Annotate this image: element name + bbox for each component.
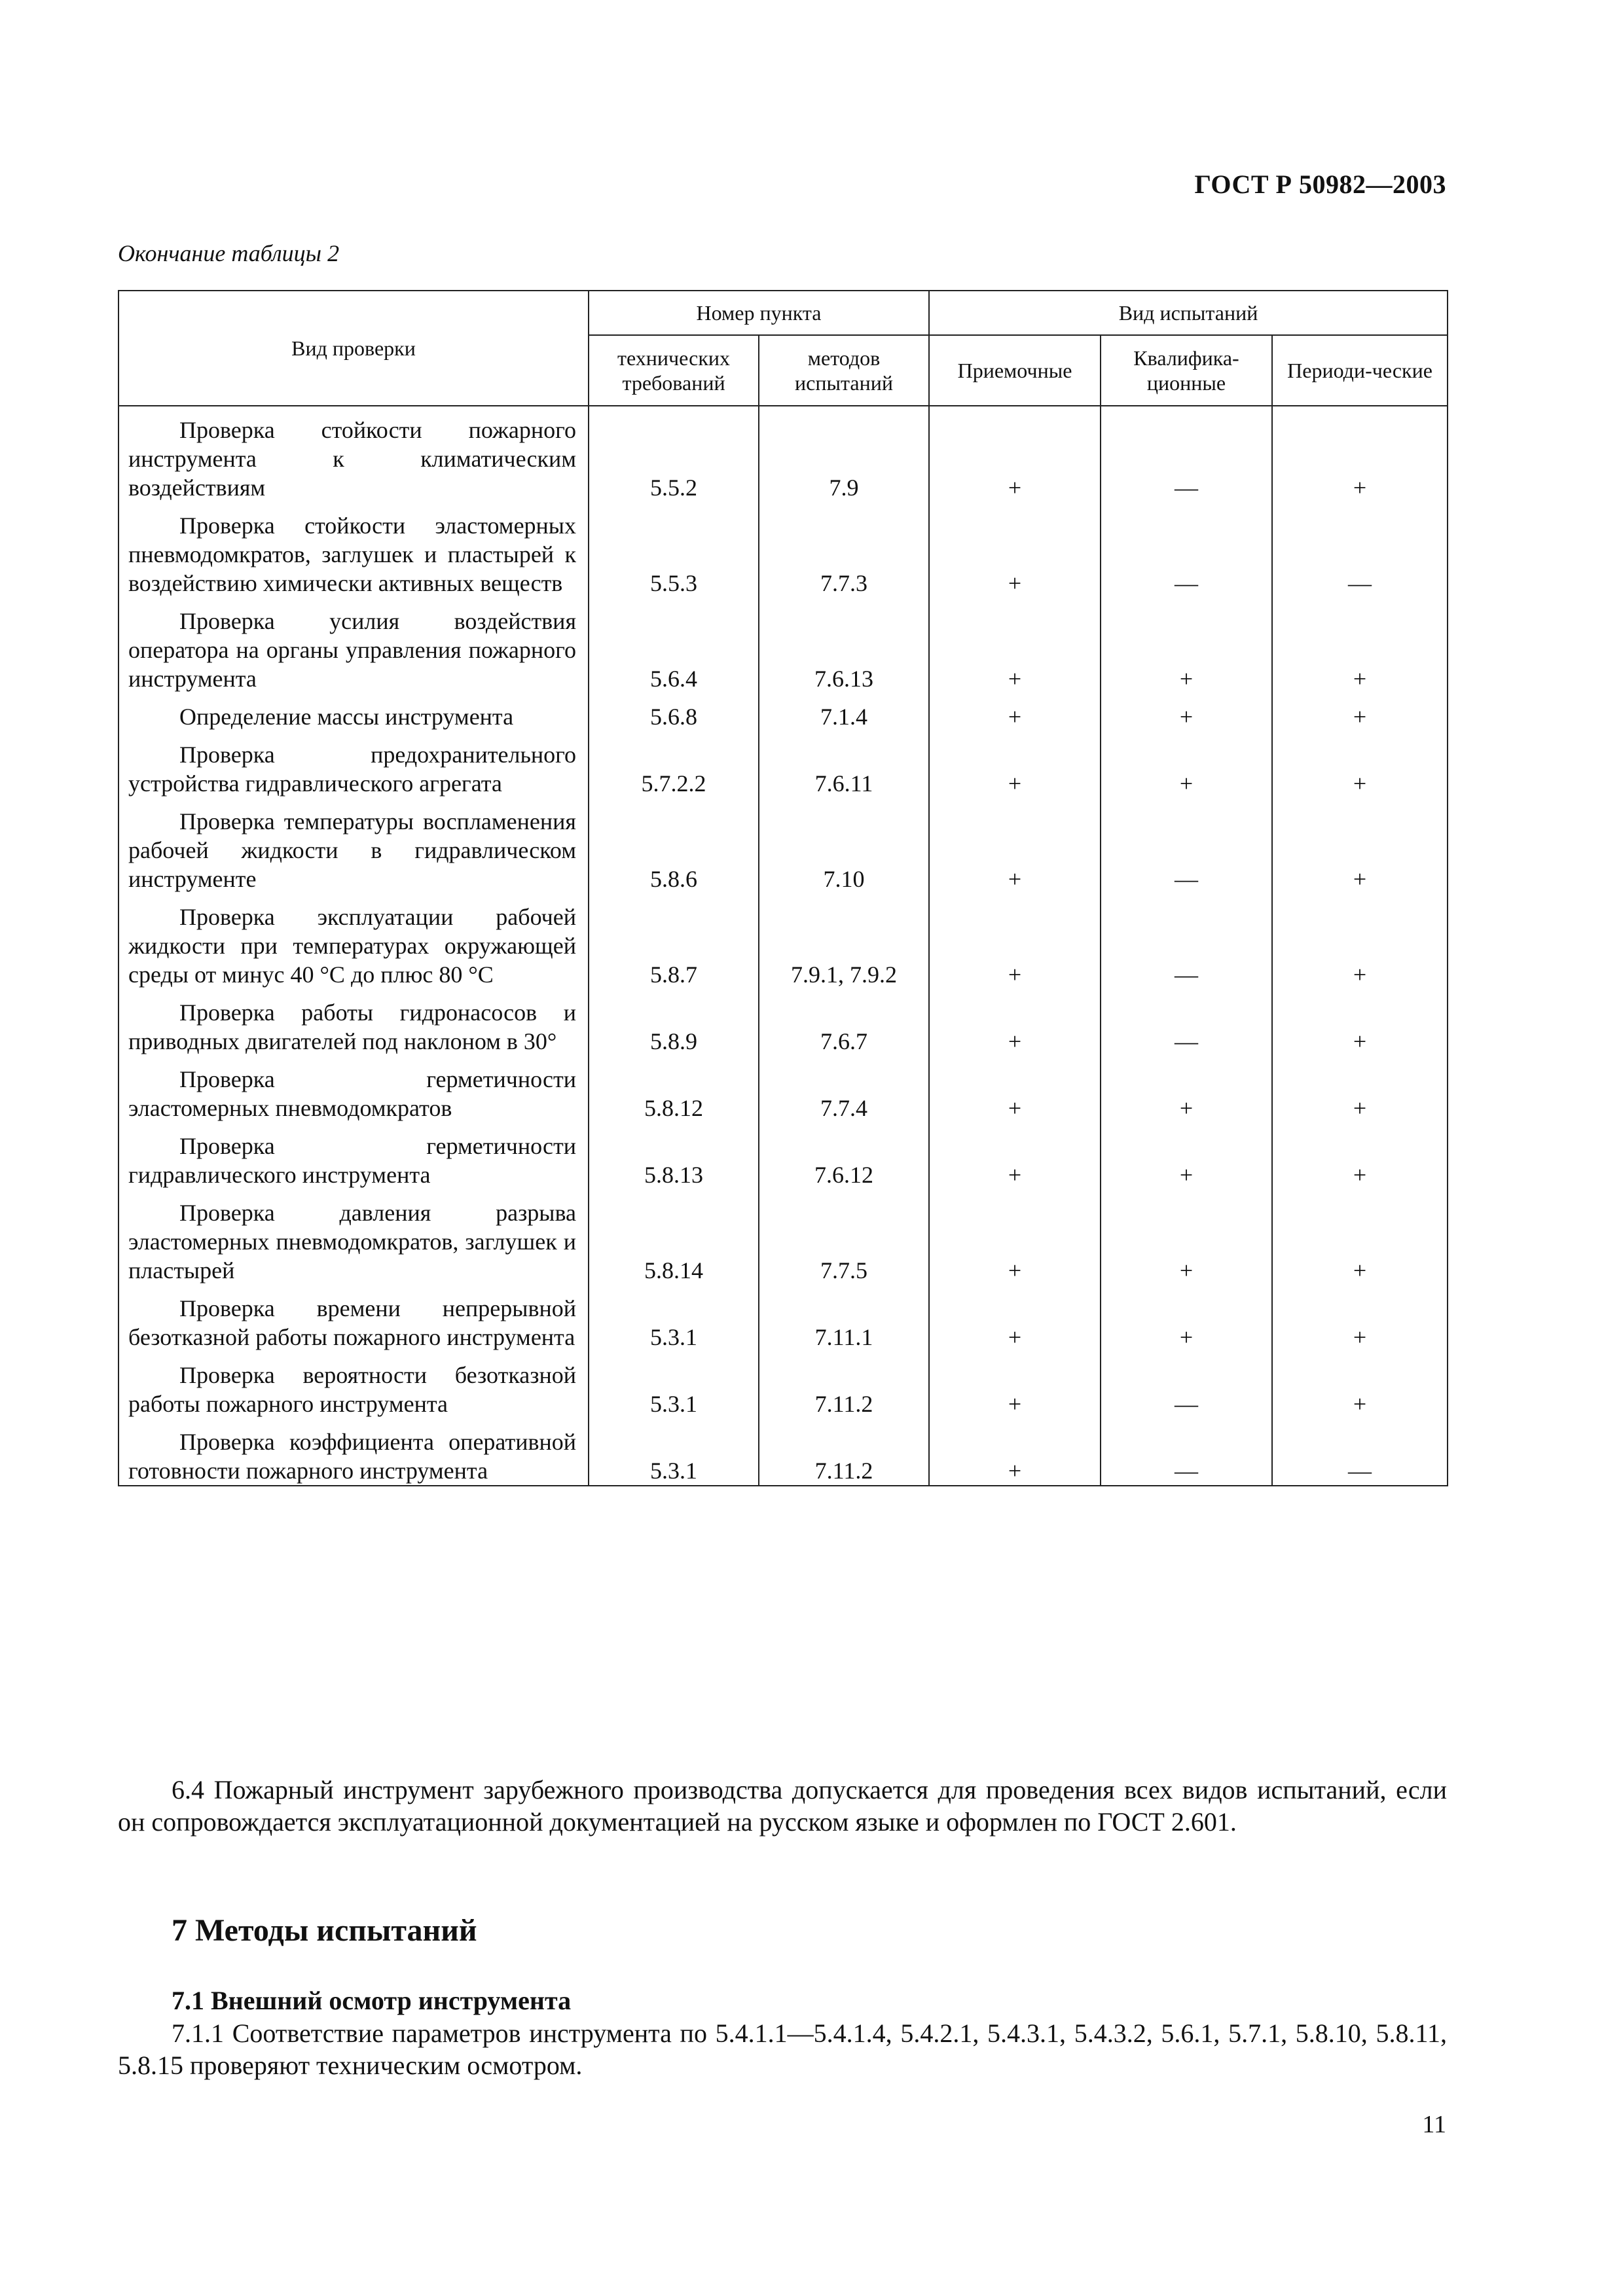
check-name-cell: Проверка усилия воздействия оператора на органы управления пожарного инструмента [119,598,589,693]
qualification-cell: — [1101,502,1272,598]
qualification-cell: — [1101,406,1272,502]
acceptance-cell: + [929,693,1101,731]
table-row [119,1285,1448,1352]
tech-req-cell: 5.8.6 [589,798,759,893]
header-test-methods: методов испытаний [759,335,929,406]
table-row [119,798,1448,893]
check-name-cell: Проверка герметичности гидравлического инструмента [119,1122,589,1189]
table-row [119,1418,1448,1486]
test-method-cell: 7.9 [759,406,929,502]
table-row [119,693,1448,731]
check-name-cell: Проверка стойкости эластомерных пневмодомкратов, заглушек и пластырей к воздействию химически активных веществ [119,502,589,598]
acceptance-cell: + [929,1352,1101,1418]
test-method-cell: 7.11.1 [759,1285,929,1352]
acceptance-cell: + [929,1285,1101,1352]
periodic-cell: — [1272,502,1448,598]
table-row [119,502,1448,598]
test-method-cell: 7.7.4 [759,1056,929,1122]
test-method-cell: 7.6.13 [759,598,929,693]
tech-req-cell: 5.3.1 [589,1418,759,1486]
table-body [119,406,1448,1486]
tech-req-cell: 5.7.2.2 [589,731,759,798]
tech-req-cell: 5.6.4 [589,598,759,693]
table-row [119,406,1448,502]
check-name-cell: Проверка времени непрерывной безотказной работы пожарного инструмента [119,1285,589,1352]
header-test-type: Вид испытаний [929,291,1448,335]
header-periodic: Периоди-ческие [1272,335,1448,406]
tech-req-cell: 5.3.1 [589,1285,759,1352]
periodic-cell: + [1272,693,1448,731]
qualification-cell: + [1101,1285,1272,1352]
header-acceptance: Приемочные [929,335,1101,406]
header-check-type: Вид проверки [119,291,589,406]
tech-req-cell: 5.8.7 [589,893,759,989]
qualification-cell: — [1101,1418,1272,1486]
qualification-cell: + [1101,598,1272,693]
qualification-cell: — [1101,798,1272,893]
periodic-cell: + [1272,1056,1448,1122]
test-method-cell: 7.6.11 [759,731,929,798]
periodic-cell: + [1272,1189,1448,1285]
table-row [119,1352,1448,1418]
tech-req-cell: 5.3.1 [589,1352,759,1418]
document-code: ГОСТ Р 50982—2003 [1194,170,1446,199]
paragraph-7-1-1: 7.1.1 Соответствие параметров инструмента по 5.4.1.1—5.4.1.4, 5.4.2.1, 5.4.3.1, 5.4.3.2, 5.6.1, 5.7.1, 5.8.10, 5.8.11, 5.8.15 проверяют техническим осмотром. [118,2018,1447,2080]
check-name-cell: Проверка температуры воспламенения рабочей жидкости в гидравлическом инструменте [119,798,589,893]
tech-req-cell: 5.8.13 [589,1122,759,1189]
check-name-cell: Проверка предохранительного устройства гидравлического агрегата [119,731,589,798]
table-row [119,989,1448,1056]
test-method-cell: 7.7.5 [759,1189,929,1285]
table-row [119,731,1448,798]
periodic-cell: + [1272,731,1448,798]
table-row [119,1189,1448,1285]
table-header [119,291,1448,406]
test-method-cell: 7.6.7 [759,989,929,1056]
check-name-cell: Проверка герметичности эластомерных пневмодомкратов [119,1056,589,1122]
check-name-cell: Проверка давления разрыва эластомерных пневмодомкратов, заглушек и пластырей [119,1189,589,1285]
check-name-cell: Проверка стойкости пожарного инструмента к климатическим воздействиям [119,406,589,502]
periodic-cell: + [1272,1122,1448,1189]
tech-req-cell: 5.8.12 [589,1056,759,1122]
test-method-cell: 7.11.2 [759,1418,929,1486]
qualification-cell: + [1101,1056,1272,1122]
acceptance-cell: + [929,1122,1101,1189]
check-name-cell: Проверка работы гидронасосов и приводных двигателей под наклоном в 30° [119,989,589,1056]
test-method-cell: 7.7.3 [759,502,929,598]
table-row [119,598,1448,693]
check-name-cell: Проверка вероятности безотказной работы пожарного инструмента [119,1352,589,1418]
acceptance-cell: + [929,1418,1101,1486]
table-row [119,893,1448,989]
test-method-cell: 7.11.2 [759,1352,929,1418]
test-method-cell: 7.6.12 [759,1122,929,1189]
header-tech-req: технических требований [589,335,759,406]
qualification-cell: + [1101,1122,1272,1189]
periodic-cell: + [1272,893,1448,989]
table-row [119,1056,1448,1122]
test-method-cell: 7.1.4 [759,693,929,731]
tech-req-cell: 5.6.8 [589,693,759,731]
acceptance-cell: + [929,798,1101,893]
periodic-cell: + [1272,989,1448,1056]
check-name-cell: Проверка коэффициента оперативной готовности пожарного инструмента [119,1418,589,1486]
acceptance-cell: + [929,731,1101,798]
qualification-cell: — [1101,893,1272,989]
test-types-table [118,290,1448,1486]
section-7-heading: 7 Методы испытаний [172,1913,477,1948]
acceptance-cell: + [929,893,1101,989]
check-name-cell: Определение массы инструмента [119,693,589,731]
qualification-cell: + [1101,693,1272,731]
paragraph-6-4: 6.4 Пожарный инструмент зарубежного производства допускается для проведения всех видов испытаний, если он сопровождается эксплуатационной документацией на русском языке и оформлен по ГОСТ 2.601. [118,1775,1447,1837]
periodic-cell: + [1272,406,1448,502]
acceptance-cell: + [929,1056,1101,1122]
periodic-cell: — [1272,1418,1448,1486]
periodic-cell: + [1272,1285,1448,1352]
subsection-7-1-heading: 7.1 Внешний осмотр инструмента [172,1986,572,2015]
page-number: 11 [1422,2111,1446,2138]
acceptance-cell: + [929,406,1101,502]
qualification-cell: — [1101,1352,1272,1418]
header-qualification: Квалифика-ционные [1101,335,1272,406]
check-name-cell: Проверка эксплуатации рабочей жидкости при температурах окружающей среды от минус 40 °С до плюс 80 °С [119,893,589,989]
qualification-cell: + [1101,1189,1272,1285]
periodic-cell: + [1272,598,1448,693]
table-row [119,1122,1448,1189]
tech-req-cell: 5.8.9 [589,989,759,1056]
periodic-cell: + [1272,798,1448,893]
periodic-cell: + [1272,1352,1448,1418]
test-method-cell: 7.10 [759,798,929,893]
table-caption: Окончание таблицы 2 [118,240,340,266]
qualification-cell: — [1101,989,1272,1056]
acceptance-cell: + [929,502,1101,598]
qualification-cell: + [1101,731,1272,798]
test-method-cell: 7.9.1, 7.9.2 [759,893,929,989]
tech-req-cell: 5.5.3 [589,502,759,598]
acceptance-cell: + [929,989,1101,1056]
acceptance-cell: + [929,598,1101,693]
acceptance-cell: + [929,1189,1101,1285]
tech-req-cell: 5.5.2 [589,406,759,502]
header-item-number: Номер пункта [589,291,929,335]
tech-req-cell: 5.8.14 [589,1189,759,1285]
